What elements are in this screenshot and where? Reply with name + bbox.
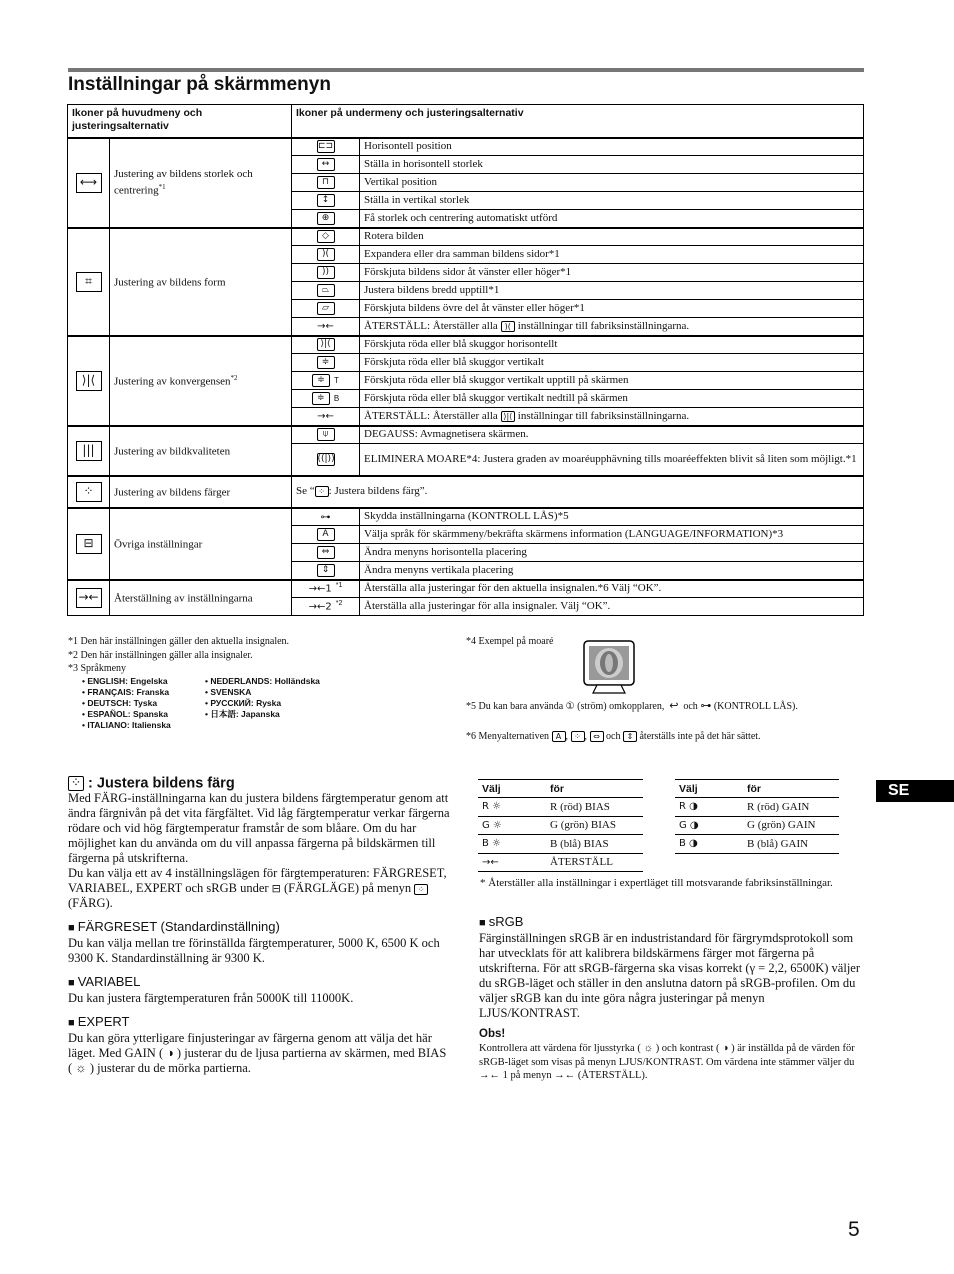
return-icon: ↩ bbox=[669, 699, 679, 713]
sub-text: ELIMINERA MOARE*4: Justera graden av moaréupphävning tills moaréeffekten blivit så liten som möjligt.*1 bbox=[360, 444, 864, 476]
color-icon: ⁘ bbox=[315, 486, 329, 497]
gain-table bbox=[675, 779, 839, 854]
lang-item: • SVENSKA bbox=[205, 687, 320, 698]
rotate-icon: ◇ bbox=[317, 230, 335, 243]
title-rule bbox=[68, 68, 864, 72]
pincushion-icon: )( bbox=[317, 248, 335, 261]
options-icon: ⊟ bbox=[76, 534, 102, 554]
obs-text: Kontrollera att värdena för ljusstyrka ( ☼ ) och kontrast ( ◑ ) är inställda på de värden för sRGB-läget som visas på menyn LJUS/KONTRAST. Om värdena inte stämmer väljer du →← 1 på menyn →← (ÅTERSTÄLL). bbox=[479, 1043, 855, 1081]
menu-h-position-icon: ⇔ bbox=[590, 731, 604, 742]
heading-variabel: ■ VARIABEL bbox=[68, 974, 452, 991]
color-icon: ⁘ bbox=[76, 482, 102, 502]
sub-icon-suffix: B bbox=[333, 394, 340, 404]
table-row bbox=[478, 835, 643, 854]
reset2-icon: →←2 bbox=[308, 601, 332, 613]
lang-item: • DEUTSCH: Tyska bbox=[82, 698, 171, 709]
select-cell: G ☼ bbox=[478, 816, 546, 835]
menu-row bbox=[68, 336, 864, 354]
key-lock-icon: ⊶ bbox=[320, 511, 331, 523]
menu-row bbox=[68, 508, 864, 526]
bias-col-select: Välj bbox=[478, 780, 546, 798]
sub-text: Förskjuta bildens sidor åt vänster eller höger*1 bbox=[360, 264, 864, 282]
asterisk-note: * Återställer alla inställningar i expertläget till motsvarande fabriksinställningar. bbox=[480, 877, 833, 889]
color-intro: Med FÄRG-inställningarna kan du justera bildens färgtemperatur genom att ändra färgnivån på det vita färgfältet. Vid låg färgtemperatur verkar färgerna rödare och vid hög färgtemperatur framstår de som blåare. Om du har möjlighet kan du använda om du vill anpassa färgerna på bildskärmen till färgerna på utskrifterna. bbox=[68, 791, 450, 866]
options-icon: ⊟ bbox=[271, 882, 281, 896]
menu-row bbox=[68, 228, 864, 246]
text-variabel: Du kan justera färgtemperaturen från 5000K till 11000K. bbox=[68, 991, 354, 1006]
table-row bbox=[675, 816, 839, 835]
group-label: Justering av bildens storlek och centrering$^{*1}$ bbox=[110, 138, 292, 228]
heading-srgb: ■ sRGB bbox=[479, 914, 863, 931]
menu-v-position-icon: ⇕ bbox=[317, 564, 335, 577]
size-center-icon: ⟷ bbox=[76, 173, 102, 193]
lang-item: • NEDERLANDS: Holländska bbox=[205, 676, 320, 687]
sub-text: Förskjuta röda eller blå skuggor horisontellt bbox=[360, 336, 864, 354]
sub-text: Ställa in horisontell storlek bbox=[360, 156, 864, 174]
sub-text: Expandera eller dra samman bildens sidor*1 bbox=[360, 246, 864, 264]
reset-icon: →← bbox=[317, 321, 334, 333]
sub-text: Förskjuta röda eller blå skuggor vertikalt upptill på skärmen bbox=[360, 372, 864, 390]
language-icon: A bbox=[552, 731, 566, 742]
sub-text: Ändra menyns vertikala placering bbox=[360, 562, 864, 580]
v-size-icon: ↕ bbox=[317, 194, 335, 207]
bias-col-for: för bbox=[546, 780, 643, 798]
lang-item: • РУССКИЙ: Ryska bbox=[205, 698, 320, 709]
menu-v-position-icon: ⇕ bbox=[623, 731, 637, 742]
text-fargreset: Du kan välja mellan tre förinställda färgtemperaturer, 5000 K, 6500 K och 9300 K. Standardinställning är 9300 K. bbox=[68, 936, 440, 966]
group-label: Justering av bildens färger bbox=[110, 476, 292, 508]
lang-item: • ENGLISH: Engelska bbox=[82, 676, 171, 687]
h-size-icon: ↔ bbox=[317, 158, 335, 171]
v-position-icon: ⊓ bbox=[317, 176, 335, 189]
for-cell: ÅTERSTÄLL bbox=[546, 853, 643, 872]
moire-example-image bbox=[583, 640, 635, 694]
moire-icon: ((|)) bbox=[317, 453, 335, 464]
table-row bbox=[478, 798, 643, 817]
sub-icon-suffix: *1 bbox=[335, 582, 343, 590]
select-cell: →← bbox=[478, 853, 546, 872]
select-cell: G ◑ bbox=[675, 816, 743, 835]
sub-text: Skydda inställningarna (KONTROLL LÅS)*5 bbox=[360, 508, 864, 526]
language-list-right bbox=[205, 676, 320, 720]
select-cell: B ☼ bbox=[478, 835, 546, 854]
auto-size-icon: ⊕ bbox=[317, 212, 335, 225]
footnote-5: *5 Du kan bara använda ① (ström) omkopplaren, ↩ och ⊶ (KONTROLL LÅS). bbox=[466, 699, 798, 713]
sub-text: Ändra menyns horisontella placering bbox=[360, 544, 864, 562]
sub-text: Justera bildens bredd upptill*1 bbox=[360, 282, 864, 300]
lang-item: • FRANÇAIS: Franska bbox=[82, 687, 171, 698]
menu-row bbox=[68, 138, 864, 156]
sub-icon-suffix: T bbox=[334, 376, 339, 386]
geometry-icon: )( bbox=[501, 321, 515, 332]
sub-text: Återställa alla justeringar för den aktuella insignalen.*6 Välj “OK”. bbox=[360, 580, 864, 598]
for-cell: R (röd) BIAS bbox=[546, 798, 643, 817]
table-row bbox=[675, 798, 839, 817]
sub-text: DEGAUSS: Avmagnetisera skärmen. bbox=[360, 426, 864, 444]
h-conv-icon: ⟩|⟨ bbox=[317, 338, 335, 351]
sub-text: Få storlek och centrering automatiskt utförd bbox=[360, 210, 864, 228]
group-label: Justering av bildens form bbox=[110, 228, 292, 336]
footnote-3: *3 Språkmeny bbox=[68, 663, 127, 674]
sub-text: Se “ ⁘ : Justera bildens färg”. bbox=[292, 476, 864, 508]
group-label: Övriga inställningar bbox=[110, 508, 292, 580]
footnote-1: *1 Den här inställningen gäller den aktuella insignalen. bbox=[68, 636, 290, 647]
srgb-section bbox=[479, 914, 863, 1083]
convergence-icon: ⟩|⟨ bbox=[501, 411, 515, 422]
bottom-conv-icon: ≑ bbox=[312, 392, 330, 405]
language-list-left bbox=[82, 676, 171, 731]
table-row bbox=[675, 835, 839, 854]
menu-table bbox=[67, 104, 864, 616]
select-cell: B ◑ bbox=[675, 835, 743, 854]
for-cell: B (blå) GAIN bbox=[743, 835, 839, 854]
sub-text: Förskjuta röda eller blå skuggor vertikalt nedtill på skärmen bbox=[360, 390, 864, 408]
sub-text: Horisontell position bbox=[360, 138, 864, 156]
top-conv-icon: ≑ bbox=[312, 374, 330, 387]
sub-text: Vertikal position bbox=[360, 174, 864, 192]
color-intro-2: Du kan välja ett av 4 inställningslägen för färgtemperaturen: FÄRGRESET, VARIABEL, EXPERT och sRGB under ⊟ (FÄRGLÄGE) på menyn ⁘ (FÄRG). bbox=[68, 866, 447, 911]
for-cell: B (blå) BIAS bbox=[546, 835, 643, 854]
pin-balance-icon: )) bbox=[317, 266, 335, 279]
group-label: Återställning av inställningarna bbox=[110, 580, 292, 616]
language-icon: A bbox=[317, 528, 335, 541]
sub-text: Rotera bilden bbox=[360, 228, 864, 246]
text-srgb: Färginställningen sRGB är en industristandard för färgrymdsprotokoll som har utvecklats för att kalibrera bildskärmens färger mot färgerna på utskrifterna. För att sRGB-färgerna ska visas korrekt (γ = 2,2, 6500K) väljer du sRGB-läget och ställer in den anslutna datorn på sRGB-profilen. Om du väljer sRGB kan du inte göra några justeringar på menyn LJUS/KONTRAST. bbox=[479, 931, 860, 1020]
menu-h-position-icon: ⇔ bbox=[317, 546, 335, 559]
h-position-icon: ⊏⊐ bbox=[317, 141, 334, 152]
menu-row bbox=[68, 476, 864, 508]
obs-heading: Obs! bbox=[479, 1028, 506, 1040]
color-icon: ⁘ bbox=[571, 731, 585, 742]
page-title: Inställningar på skärmmenyn bbox=[68, 74, 331, 95]
sub-text: Förskjuta röda eller blå skuggor vertikalt bbox=[360, 354, 864, 372]
reset-icon: →← bbox=[76, 588, 102, 608]
table-row bbox=[478, 853, 643, 872]
key-balance-icon: ▱ bbox=[317, 302, 335, 315]
header-sub: Ikoner på undermeny och justeringsalternativ bbox=[292, 105, 864, 138]
lang-item: • ITALIANO: Italienska bbox=[82, 720, 171, 731]
reset1-icon: →←1 bbox=[308, 584, 332, 596]
color-icon: ⁘ bbox=[68, 776, 84, 791]
convergence-icon: ⟩|⟨ bbox=[76, 371, 102, 391]
group-label: Justering av bildkvaliteten bbox=[110, 426, 292, 476]
footnote-4: *4 Exempel på moaré bbox=[466, 636, 554, 647]
degauss-icon: ⍦ bbox=[317, 428, 335, 441]
color-section bbox=[68, 776, 452, 1076]
language-tab-se: SE bbox=[876, 780, 954, 802]
geometry-icon: ⌗ bbox=[76, 272, 102, 292]
sub-text: Återställa alla justeringar för alla insignaler. Välj “OK”. bbox=[360, 598, 864, 616]
bias-table bbox=[478, 779, 643, 872]
sub-text: Förskjuta bildens övre del åt vänster eller höger*1 bbox=[360, 300, 864, 318]
group-label: Justering av konvergensen$^{*2}$ bbox=[110, 336, 292, 426]
page-number: 5 bbox=[848, 1218, 860, 1241]
header-main: Ikoner på huvudmeny och justeringsalternativ bbox=[68, 105, 292, 138]
for-cell: G (grön) BIAS bbox=[546, 816, 643, 835]
gain-col-select: Välj bbox=[675, 780, 743, 798]
sub-icon-suffix: *2 bbox=[335, 600, 343, 608]
select-cell: R ☼ bbox=[478, 798, 546, 817]
menu-row bbox=[68, 580, 864, 598]
color-icon: ⁘ bbox=[414, 884, 428, 895]
key-icon: ⊶ bbox=[700, 699, 712, 712]
reset-icon: →← bbox=[317, 411, 334, 423]
sub-text: ÅTERSTÄLL: Återställer alla ⟩|⟨ inställningar till fabriksinställningarna. bbox=[360, 408, 864, 426]
sub-text: ÅTERSTÄLL: Återställer alla )( inställningar till fabriksinställningarna. bbox=[360, 318, 864, 336]
text-expert: Du kan göra ytterligare finjusteringar av färgerna genom att välja det här läget. Med GAIN ( ◑ ) justerar du de ljusa partierna av skärmen, med BIAS ( ☼ ) justerar du de mörka partierna. bbox=[68, 1031, 447, 1076]
table-row bbox=[478, 816, 643, 835]
select-cell: R ◑ bbox=[675, 798, 743, 817]
color-heading: ⁘ : Justera bildens färg bbox=[68, 776, 452, 791]
footnote-2: *2 Den här inställningen gäller alla insignaler. bbox=[68, 650, 253, 661]
heading-expert: ■ EXPERT bbox=[68, 1014, 452, 1031]
keystone-icon: ⏢ bbox=[317, 284, 335, 297]
lang-item: • ESPAÑOL: Spanska bbox=[82, 709, 171, 720]
footnote-6: *6 Menyalternativen A , ⁘ , ⇔ och ⇕ återställs inte på det här sättet. bbox=[466, 731, 761, 742]
menu-row bbox=[68, 426, 864, 444]
sub-text: Välja språk för skärmmeny/bekräfta skärmens information (LANGUAGE/INFORMATION)*3 bbox=[360, 526, 864, 544]
sub-text: Ställa in vertikal storlek bbox=[360, 192, 864, 210]
lang-item: • 日本語: Japanska bbox=[205, 709, 320, 720]
for-cell: R (röd) GAIN bbox=[743, 798, 839, 817]
v-conv-icon: ≑ bbox=[317, 356, 335, 369]
for-cell: G (grön) GAIN bbox=[743, 816, 839, 835]
gain-col-for: för bbox=[743, 780, 839, 798]
quality-icon: ||| bbox=[76, 441, 102, 461]
heading-fargreset: ■ FÄRGRESET (Standardinställning) bbox=[68, 919, 452, 936]
